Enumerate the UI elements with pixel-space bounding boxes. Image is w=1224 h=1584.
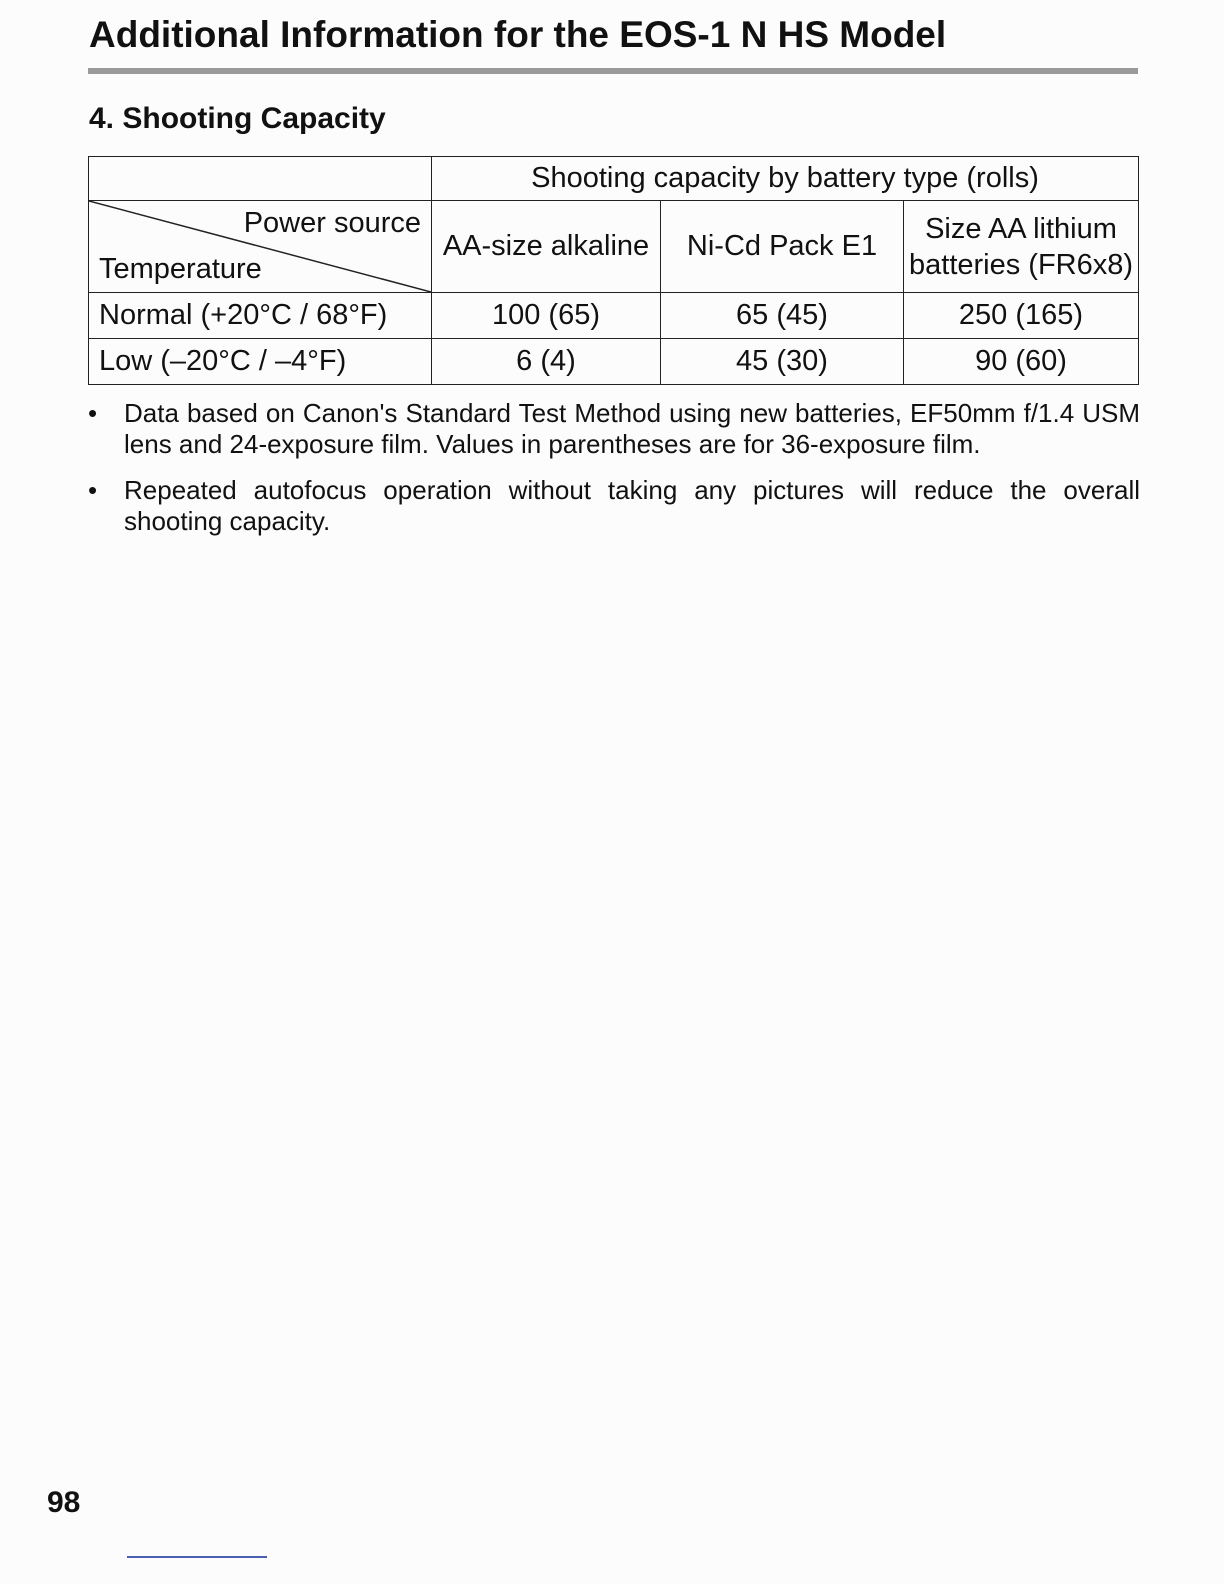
table-corner-cell: [89, 201, 432, 293]
table-group-header: Shooting capacity by battery type (rolls): [432, 157, 1139, 201]
table-row: [89, 293, 1139, 339]
cell-low-nicd: 45 (30): [661, 339, 904, 385]
bottom-divider: [127, 1556, 267, 1558]
column-header-alkaline: AA-size alkaline: [432, 201, 661, 293]
bullet-icon: •: [88, 398, 98, 428]
page-title: Additional Information for the EOS-1 N HS Model: [89, 14, 947, 55]
note-item: [88, 475, 1140, 537]
section-heading: 4. Shooting Capacity: [89, 102, 386, 135]
cell-normal-alkaline: 100 (65): [432, 293, 661, 339]
table-group-header-row: [89, 157, 1139, 201]
column-header-nicd: Ni-Cd Pack E1: [661, 201, 904, 293]
cell-normal-lithium: 250 (165): [904, 293, 1139, 339]
note-text: Repeated autofocus operation without taking any pictures will reduce the overall shooting capacity.: [124, 475, 1140, 536]
title-rule: [88, 68, 1138, 74]
row-label-low: Low (–20°C / –4°F): [89, 339, 432, 385]
page-number: 98: [47, 1486, 81, 1519]
note-text: Data based on Canon's Standard Test Method using new batteries, EF50mm f/1.4 USM lens and 24-exposure film. Values in parentheses are for 36-exposure film.: [124, 398, 1140, 459]
column-header-lithium-line2: batteries (FR6x8): [909, 248, 1134, 281]
row-label-normal: Normal (+20°C / 68°F): [89, 293, 432, 339]
cell-low-lithium: 90 (60): [904, 339, 1139, 385]
corner-label-temperature: Temperature: [99, 253, 262, 285]
table-row: [89, 339, 1139, 385]
bullet-icon: •: [88, 475, 98, 505]
table-column-header-row: [89, 201, 1139, 293]
cell-normal-nicd: 65 (45): [661, 293, 904, 339]
note-item: [88, 398, 1140, 460]
cell-low-alkaline: 6 (4): [432, 339, 661, 385]
table-empty-corner-top: [89, 157, 432, 201]
column-header-lithium-line1: Size AA lithium: [925, 212, 1117, 245]
corner-label-power-source: Power source: [243, 207, 421, 239]
shooting-capacity-table: [88, 156, 1139, 385]
column-header-lithium: [904, 201, 1139, 293]
notes-list: [88, 398, 1140, 552]
